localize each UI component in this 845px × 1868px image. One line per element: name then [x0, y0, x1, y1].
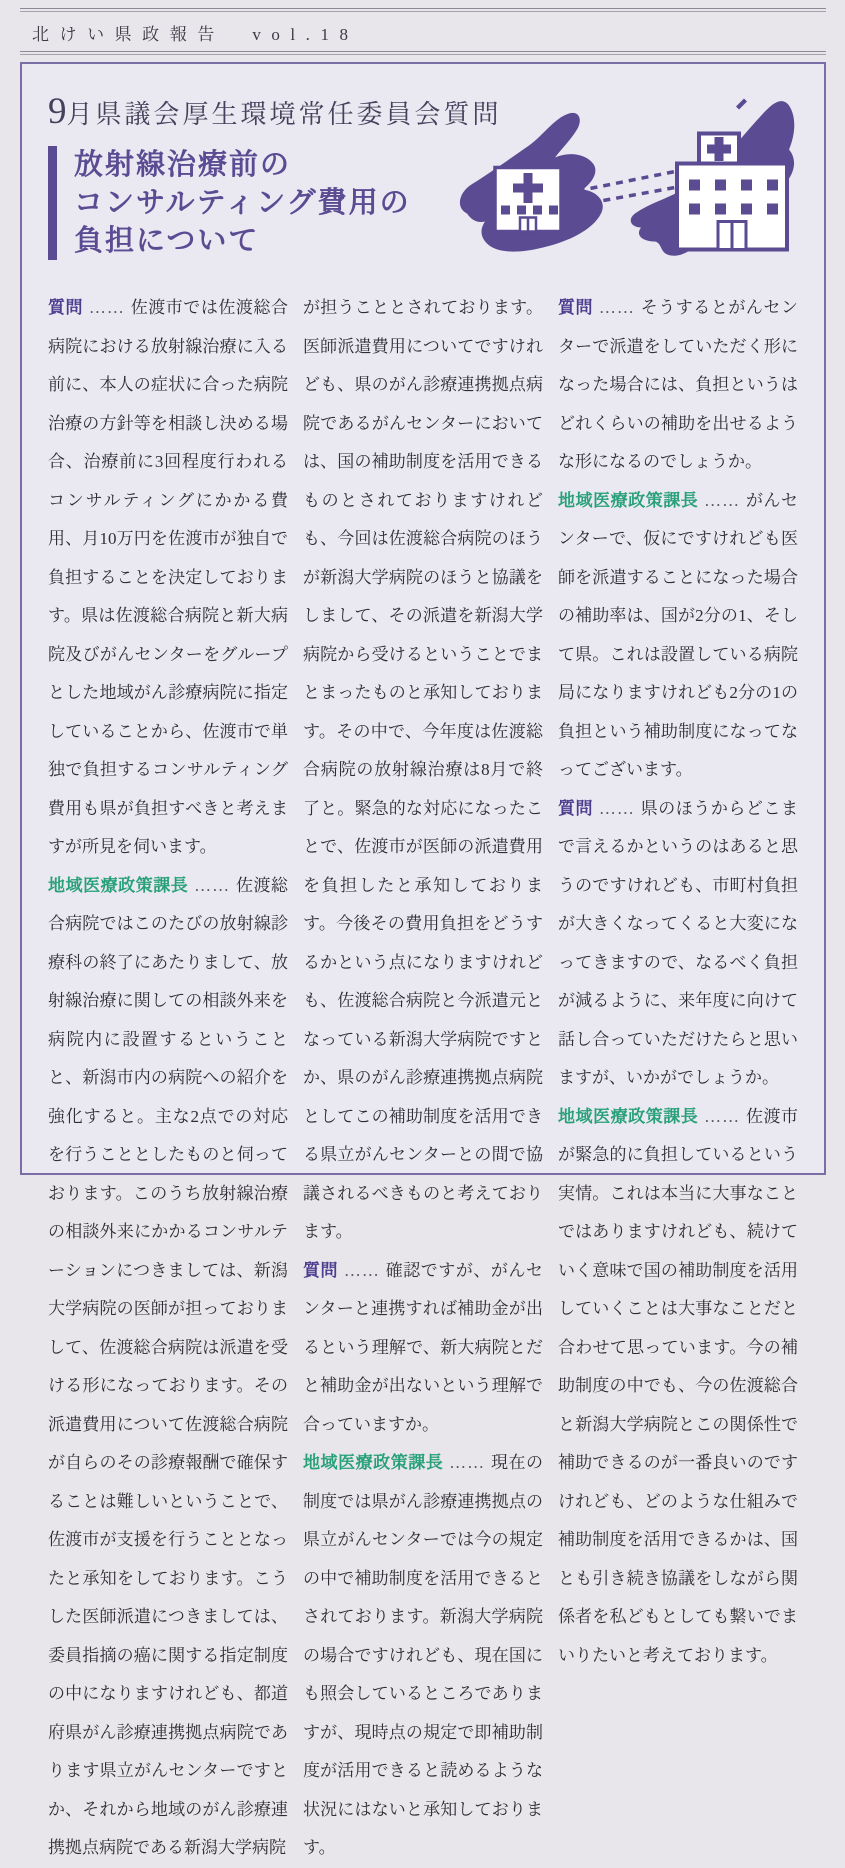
speaker-label: 質問 [48, 298, 84, 317]
paragraph-text: そうするとがんセンターで派遣をしていただく形になった場合には、負担というはどれくらいの補助を出せるような形になるのでしょうか。 [558, 298, 799, 471]
paragraph-text: 県のほうからどこまで言えるかというのはあると思うのですけれども、市町村負担が大きくなってくると大変になってきますので、なるべく負担が減るように、来年度に向けて話し合っていただけたらと思いますが、いかがでしょうか。 [558, 798, 799, 1087]
speaker-label: 地域医療政策課長 [48, 875, 189, 895]
text-column [303, 289, 543, 1868]
article-title [48, 146, 478, 260]
paragraph [303, 289, 543, 1252]
speaker-label: 地域医療政策課長 [558, 1106, 699, 1126]
text-column [48, 289, 288, 1868]
title-line-1: 放射線治療前の [74, 149, 292, 181]
text-column [558, 289, 798, 1868]
paragraph [558, 482, 798, 790]
masthead [20, 8, 826, 55]
article-box [20, 62, 826, 1857]
hospital-icon-sado [495, 168, 561, 232]
speaker-label: 地域医療政策課長 [558, 490, 699, 510]
separator-dots: …… [593, 798, 641, 818]
paragraph [303, 1252, 543, 1445]
speaker-label: 質問 [558, 298, 594, 317]
masthead-bottom-rule [20, 51, 826, 55]
separator-dots: …… [593, 298, 641, 317]
title-text [74, 146, 411, 260]
paragraph-text: 佐渡市では佐渡総合病院における放射線治療に入る前に、本人の症状に合った病院治療の方針等を相談し決める場合、治療前に3回程度行われるコンサルティングにかかる費用、月10万円を佐渡市が独自で負担することを決定しております。県は佐渡総合病院と新大病院及びがんセンターをグループとした地域がん診療病院に指定していることから、佐渡市で単独で負担するコンサルティング費用も県が負担すべきと考えますが所見を伺います。 [48, 298, 289, 856]
title-line-2: コンサルティング費用の [74, 187, 411, 219]
paragraph-text: 佐渡総合病院ではこのたびの放射線診療科の終了にあたりまして、放射線治療に関しての相談外来を病院内に設置するということと、新潟市内の病院への紹介を強化すると。主な2点での対応を行うこととしたものと伺っております。このうち放射線治療の相談外来にかかるコンサルテーションにつきましては、新潟大学病院の医師が担っておりまして、佐渡総合病院は派遣を受ける形になっております。その派遣費用について佐渡総合病院が自らのその診療報酬で確保することは難しいということで、佐渡市が支援を行うこととなったと承知をしております。こうした医師派遣につきましては、委員指摘の癌に関する指定制度の中になりますけれども、都道府県がん診療連携拠点病院であります県立がんセンターですとか、それから地域のがん診療連携拠点病院である新潟大学病院 [48, 875, 289, 1857]
paragraph [48, 867, 288, 1868]
paragraph [558, 289, 798, 482]
title-line-3: 負担について [74, 225, 260, 257]
kicker-text: 月県議会厚生環境常任委員会質問 [66, 100, 502, 129]
paragraph-text: 確認ですが、がんセンターと連携すれば補助金が出るという理解で、新大病院とだと補助金が出ないという理解で合っていますか。 [303, 1260, 544, 1434]
kicker-number: 9 [48, 91, 67, 132]
speaker-label: 地域医療政策課長 [303, 1453, 444, 1472]
title-accent-bar [48, 146, 57, 260]
speaker-label: 質問 [558, 798, 594, 818]
paragraph-text: が担うこととされております。医師派遣費用についてですけれども、県のがん診療連携拠点病院であるがんセンターにおいては、国の補助制度を活用できるものとされておりますけれども、今回は佐渡総合病院のほうが新潟大学病院のほうと協議をしまして、その派遣を新潟大学病院から受けるということでまとまったものと承知しております。その中で、今年度は佐渡総合病院の放射線治療は8月で終了と。緊急的な対応になったことで、佐渡市が医師の派遣費用を負担したと承知しております。今後その費用負担をどうするかという点になりますけれども、佐渡総合病院と今派遣元となっている新潟大学病院ですとか、県のがん診療連携拠点病院としてこの補助制度を活用できる県立がんセンターとの間で協議されるべきものと考えております。 [303, 298, 543, 1241]
separator-dots: …… [188, 875, 236, 895]
newsletter-title: 北けい県政報告 vol.18 [32, 25, 359, 44]
separator-dots: …… [698, 1106, 746, 1126]
paragraph [558, 1098, 798, 1676]
paragraph-text: がんセンターで、仮にですけれども医師を派遣することになった場合の補助率は、国が2分の1、そして県。これは設置している病院局になりますけれども2分の1の負担という補助制度になってなってございます。 [558, 490, 799, 779]
speaker-label: 質問 [303, 1260, 339, 1280]
separator-dots: …… [698, 490, 746, 510]
paragraph-text: 佐渡市が緊急的に負担しているという実情。これは本当に大事なことではありますけれども、続けていく意味で国の補助制度を活用していくことは大事なことだと合わせて思っています。今の補助制度の中でも、今の佐渡総合と新潟大学病院とこの関係性で補助できるのが一番良いのですけれども、どのような仕組みで補助制度を活用できるかは、国とも引き続き協議をしながら関係者を私どもとしても繋いでまいりたいと考えております。 [558, 1106, 799, 1665]
article-kicker [48, 92, 798, 135]
separator-dots: …… [443, 1453, 491, 1472]
separator-dots: …… [83, 298, 131, 317]
columns [48, 289, 798, 1868]
paragraph [48, 289, 288, 867]
paragraph [303, 1444, 543, 1868]
paragraph-text: 現在の制度では県がん診療連携拠点の県立がんセンターでは今の規定の中で補助制度を活用できるとされております。新潟大学病院の場合ですけれども、現在国にも照会しているところでありますが、現時点の規定で即補助制度が活用できると読めるような状況にはないと承知しております。 [303, 1453, 544, 1857]
separator-dots: …… [338, 1260, 386, 1280]
paragraph [558, 790, 798, 1098]
